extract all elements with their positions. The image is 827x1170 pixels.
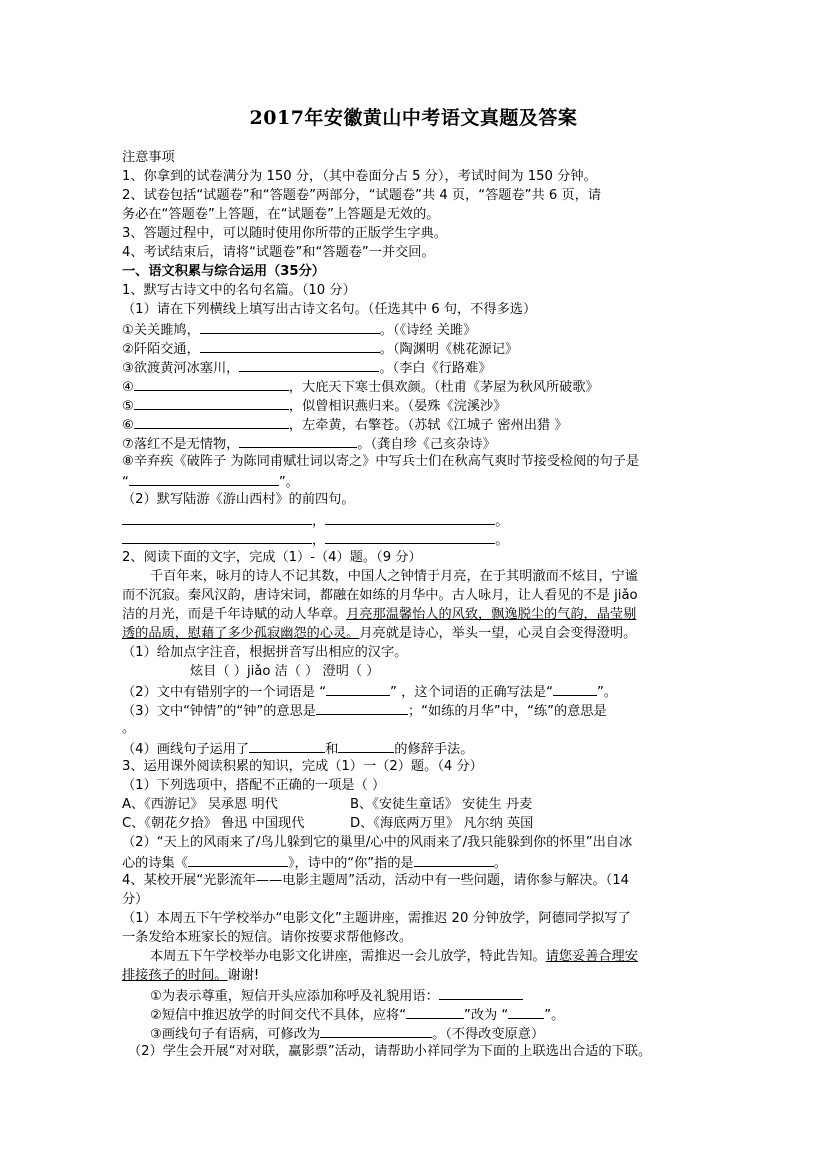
notice-item-4: 4、考试结束后，请将“试题卷”和“答题卷”一并交回。 — [122, 245, 435, 260]
q4-stem: 4、某校开展“光影流年——电影主题周”活动，活动中有一些问题，请你参与解决。（14 — [122, 873, 629, 888]
q2-sub-2 — [122, 682, 617, 702]
q1-line-1 — [122, 320, 476, 340]
q2-sub-1: （1）给加点字注音，根据拼音写出相应的汉字。 — [122, 645, 408, 660]
message-text: 本周五下午学校举办电影文化讲座，需推迟一会儿放学，特此告知。 — [150, 949, 546, 964]
q1-stem: 1、默写古诗文中的名句名篇。（10 分） — [122, 283, 356, 298]
q1-line-5 — [122, 396, 506, 416]
q1-line-7-pre: ⑦落红不是无情物， — [122, 437, 240, 452]
q1-part2-blank-line-2 — [122, 530, 508, 550]
q3-option-c: C、《朝花夕拾》 鲁迅 中国现代 — [122, 816, 305, 831]
q1-line-4 — [122, 377, 599, 397]
answer-blank[interactable] — [134, 396, 289, 410]
underlined-sentence: 请您妥善合理安 — [545, 949, 638, 964]
document-title: 2017年安徽黄山中考语文真题及答案 — [249, 107, 578, 129]
q2-passage-line-4 — [122, 625, 636, 643]
underlined-sentence: 透的品质，慰藉了多少孤寂幽怨的心灵。 — [122, 626, 360, 641]
period: 。 — [495, 533, 509, 548]
q3-sub-2: （2）“天上的风雨来了/鸟儿躲到它的巢里/心中的风雨来了/我只能躲到你的怀里”出自冰 — [122, 835, 633, 850]
q1-part2-blank-line-1 — [122, 511, 508, 531]
notice-item-2-cont: 务必在“答题卷”上答题，在“试题卷”上答题是无效的。 — [122, 207, 440, 222]
answer-blank[interactable] — [508, 1005, 544, 1019]
q1-line-3 — [122, 358, 491, 378]
answer-blank[interactable] — [325, 530, 495, 544]
q3-stem: 3、运用课外阅读积累的知识，完成（1）一（2）题。（4 分） — [122, 759, 483, 774]
answer-blank[interactable] — [249, 739, 325, 753]
q2-sub-4 — [122, 739, 473, 759]
question-text: ②短信中推迟放学的时间交代不具体，应将“ — [150, 1008, 407, 1023]
question-text: ③画线句子有语病，可修改为 — [150, 1027, 321, 1042]
q1-line-7-post: 。（龚自珍《己亥杂诗》 — [357, 437, 496, 452]
answer-blank[interactable] — [122, 530, 312, 544]
q2-sub-1-items: 炫目（ ）jiǎo 洁（ ） 澄明（ ） — [190, 664, 380, 679]
q4-task-2 — [150, 1005, 564, 1025]
answer-blank[interactable] — [439, 986, 523, 1000]
q1-line-8-answer — [122, 472, 299, 492]
q1-line-6 — [122, 415, 568, 435]
question-text: （3）文中“钟情”的“钟”的意思是 — [122, 704, 316, 719]
answer-blank[interactable] — [316, 701, 408, 715]
q2-sub-3-end: 。 — [122, 721, 136, 736]
message-text: 谢谢! — [227, 968, 260, 983]
question-text: ①为表示尊重，短信开头应添加称呼及礼貌用语： — [150, 989, 439, 1004]
q1-line-1-post: 。（《诗经 关雎》 — [379, 323, 477, 338]
notice-item-1: 1、你拿到的试卷满分为 150 分，（其中卷面分占 5 分），考试时间为 150 分钟。 — [122, 169, 597, 184]
answer-blank[interactable] — [338, 739, 394, 753]
q4-sub-1-cont: 一条发给本班家长的短信。请你按要求帮他修改。 — [122, 930, 413, 945]
notice-item-2: 2、试卷包括“试题卷”和“答题卷”两部分，“试题卷”共 4 页，“答题卷”共 6 页，请 — [122, 188, 602, 203]
answer-blank[interactable] — [239, 434, 357, 448]
answer-blank[interactable] — [200, 339, 380, 353]
q3-sub-2-cont — [122, 853, 507, 873]
question-text: 和 — [325, 742, 339, 757]
close-quote: ”。 — [278, 475, 299, 490]
answer-blank[interactable] — [414, 853, 494, 867]
q1-line-2 — [122, 339, 518, 359]
question-text: （4）画线句子运用了 — [122, 742, 250, 757]
answer-blank[interactable] — [188, 853, 288, 867]
q4-sub-2: （2）学生会开展“对对联，赢影票”活动，请帮助小祥同学为下面的上联选出合适的下联。 — [128, 1044, 652, 1059]
period: 。 — [495, 514, 509, 529]
answer-blank[interactable] — [320, 1024, 432, 1038]
q2-sub-3 — [122, 701, 607, 721]
passage-text: 洁的月光，而是千年诗赋的动人华章。 — [122, 607, 347, 622]
q1-line-4-post: ，大庇天下寒士俱欢颜。（杜甫《茅屋为秋风所破歌》 — [288, 380, 599, 395]
q1-line-3-pre: ③欲渡黄河冰塞川， — [122, 361, 240, 376]
q1-line-6-pre: ⑥ — [122, 418, 134, 433]
q4-stem-cont: 分） — [122, 892, 149, 907]
q1-line-5-pre: ⑤ — [122, 399, 134, 414]
q2-stem: 2、阅读下面的文字，完成（1）-（4）题。（9 分） — [122, 550, 422, 565]
q1-line-3-post: 。（李白《行路难》 — [379, 361, 492, 376]
q1-part1: （1）请在下列横线上填写出古诗文名句。（任选其中 6 句，不得多选） — [122, 302, 537, 317]
notice-heading: 注意事项 — [122, 150, 175, 165]
underlined-sentence: 排接孩子的时间。 — [122, 968, 228, 983]
answer-blank[interactable] — [406, 1005, 464, 1019]
q3-option-d: D、《海底两万里》 凡尔纳 英国 — [350, 816, 534, 831]
underlined-sentence: 月亮那温馨怡人的风致，飘逸脱尘的气韵，晶莹剔 — [346, 607, 637, 622]
q1-line-5-post: ，似曾相识燕归来。（晏殊《浣溪沙》 — [288, 399, 507, 414]
question-text: （2）文中有错别字的一个词语是 “ — [122, 685, 327, 700]
question-text: 》，诗中的“你”指的是 — [287, 856, 414, 871]
q1-line-6-post: ，左牵黄，右擎苍。（苏轼《江城子 密州出猎 》 — [288, 418, 568, 433]
q1-line-7 — [122, 434, 496, 454]
answer-blank[interactable] — [134, 415, 289, 429]
answer-blank[interactable] — [239, 358, 379, 372]
answer-blank[interactable] — [134, 377, 289, 391]
open-quote: “ — [122, 475, 129, 490]
q1-line-1-pre: ①关关雎鸠， — [122, 323, 200, 338]
answer-blank[interactable] — [325, 511, 495, 525]
answer-blank[interactable] — [553, 682, 597, 696]
q3-option-a: A、《西游记》 吴承恩 明代 — [122, 797, 278, 812]
q2-passage-line-1: 千百年来，咏月的诗人不记其数，中国人之钟情于月亮，在于其明澈而不炫目，宁谧 — [150, 569, 638, 584]
question-text: ”改为 “ — [464, 1008, 509, 1023]
q2-passage-line-3 — [122, 606, 636, 624]
q4-task-3 — [150, 1024, 544, 1044]
question-text: ；“如练的月华”中，“练”的意思是 — [407, 704, 607, 719]
question-text: 。 — [493, 856, 507, 871]
q1-line-4-pre: ④ — [122, 380, 134, 395]
section-heading: 一、语文积累与综合运用（35分） — [122, 264, 325, 279]
passage-text: 月亮就是诗心，举头一望，心灵自会变得澄明。 — [359, 626, 637, 641]
q4-message-line-1 — [150, 948, 638, 966]
comma: ， — [312, 514, 326, 529]
question-text: 心的诗集《 — [122, 856, 188, 871]
question-text: 。（不得改变原意） — [432, 1027, 545, 1042]
q1-line-8: ⑧辛弃疾《破阵子 为陈同甫赋壮词以寄之》中写兵士们在秋高气爽时节接受检阅的句子是 — [122, 454, 640, 469]
answer-blank[interactable] — [129, 472, 279, 486]
q4-task-1 — [150, 986, 523, 1006]
question-text: ”。 — [544, 1008, 565, 1023]
question-text: 的修辞手法。 — [394, 742, 474, 757]
q1-part2: （2）默写陆游《游山西村》的前四句。 — [122, 492, 355, 507]
question-text: ” ，这个词语的正确写法是“ — [390, 685, 553, 700]
answer-blank[interactable] — [326, 682, 390, 696]
q2-passage-line-2: 而不沉寂。秦风汉韵，唐诗宋词，都融在如练的月华中。古人咏月，让人看见的不是 jiǎo — [122, 588, 638, 603]
q3-option-b: B、《安徒生童话》 安徒生 丹麦 — [350, 797, 533, 812]
comma: ， — [312, 533, 326, 548]
notice-item-3: 3、答题过程中，可以随时使用你所带的正版学生字典。 — [122, 226, 447, 241]
q1-line-2-pre: ②阡陌交通， — [122, 342, 200, 357]
q1-line-2-post: 。（陶渊明《桃花源记》 — [379, 342, 519, 357]
answer-blank[interactable] — [122, 511, 312, 525]
question-text: ”。 — [596, 685, 617, 700]
q4-sub-1: （1）本周五下午学校举办“电影文化”主题讲座，需推迟 20 分钟放学，阿德同学拟写了 — [122, 911, 631, 926]
q4-message-line-2 — [122, 967, 259, 985]
q3-sub-1: （1）下列选项中，搭配不正确的一项是（ ） — [122, 778, 386, 793]
answer-blank[interactable] — [200, 320, 380, 334]
